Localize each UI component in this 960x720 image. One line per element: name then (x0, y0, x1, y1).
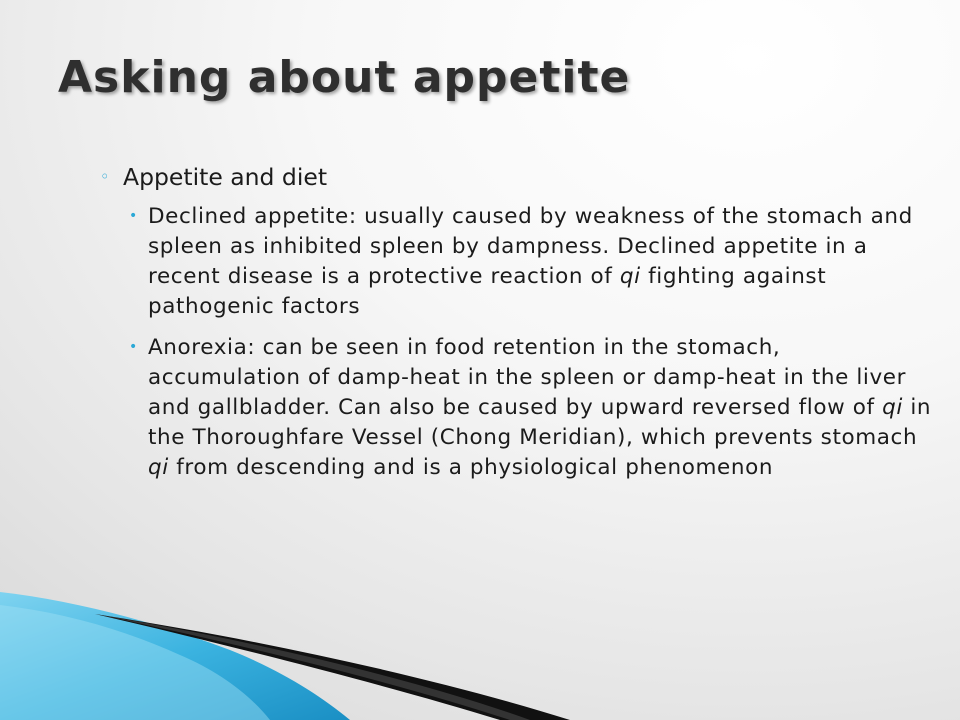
bullet-text-2a: Anorexia: can be seen in food retention in the stomach, accumulation of damp-heat in the spleen or damp-heat in the liver and gallbladder. Can also be caused by upward reversed flow of (148, 335, 907, 420)
bullet-text-1b: fighting against pathogenic factors (148, 264, 827, 319)
qi-term: qi (882, 395, 903, 420)
circle-bullet-icon: ◦ (100, 167, 110, 186)
qi-term: qi (619, 264, 641, 289)
bullet-text-1a: Declined appetite: usually caused by weakness of the stomach and spleen as inhibited spleen by dampness. Declined appetite in a recent disease is a protective reaction of (148, 204, 913, 289)
bullet-text-2b: in the Thoroughfare Vessel (Chong Meridian), which prevents stomach (148, 395, 939, 450)
dot-bullet-icon: • (129, 208, 138, 224)
bullet-text-2c: from descending and is a physiological phenomenon (168, 455, 774, 480)
slide-title: Asking about appetite (58, 52, 631, 103)
qi-term: qi (148, 455, 169, 480)
section-heading: Appetite and diet (123, 163, 328, 191)
dot-bullet-icon: • (129, 339, 138, 355)
